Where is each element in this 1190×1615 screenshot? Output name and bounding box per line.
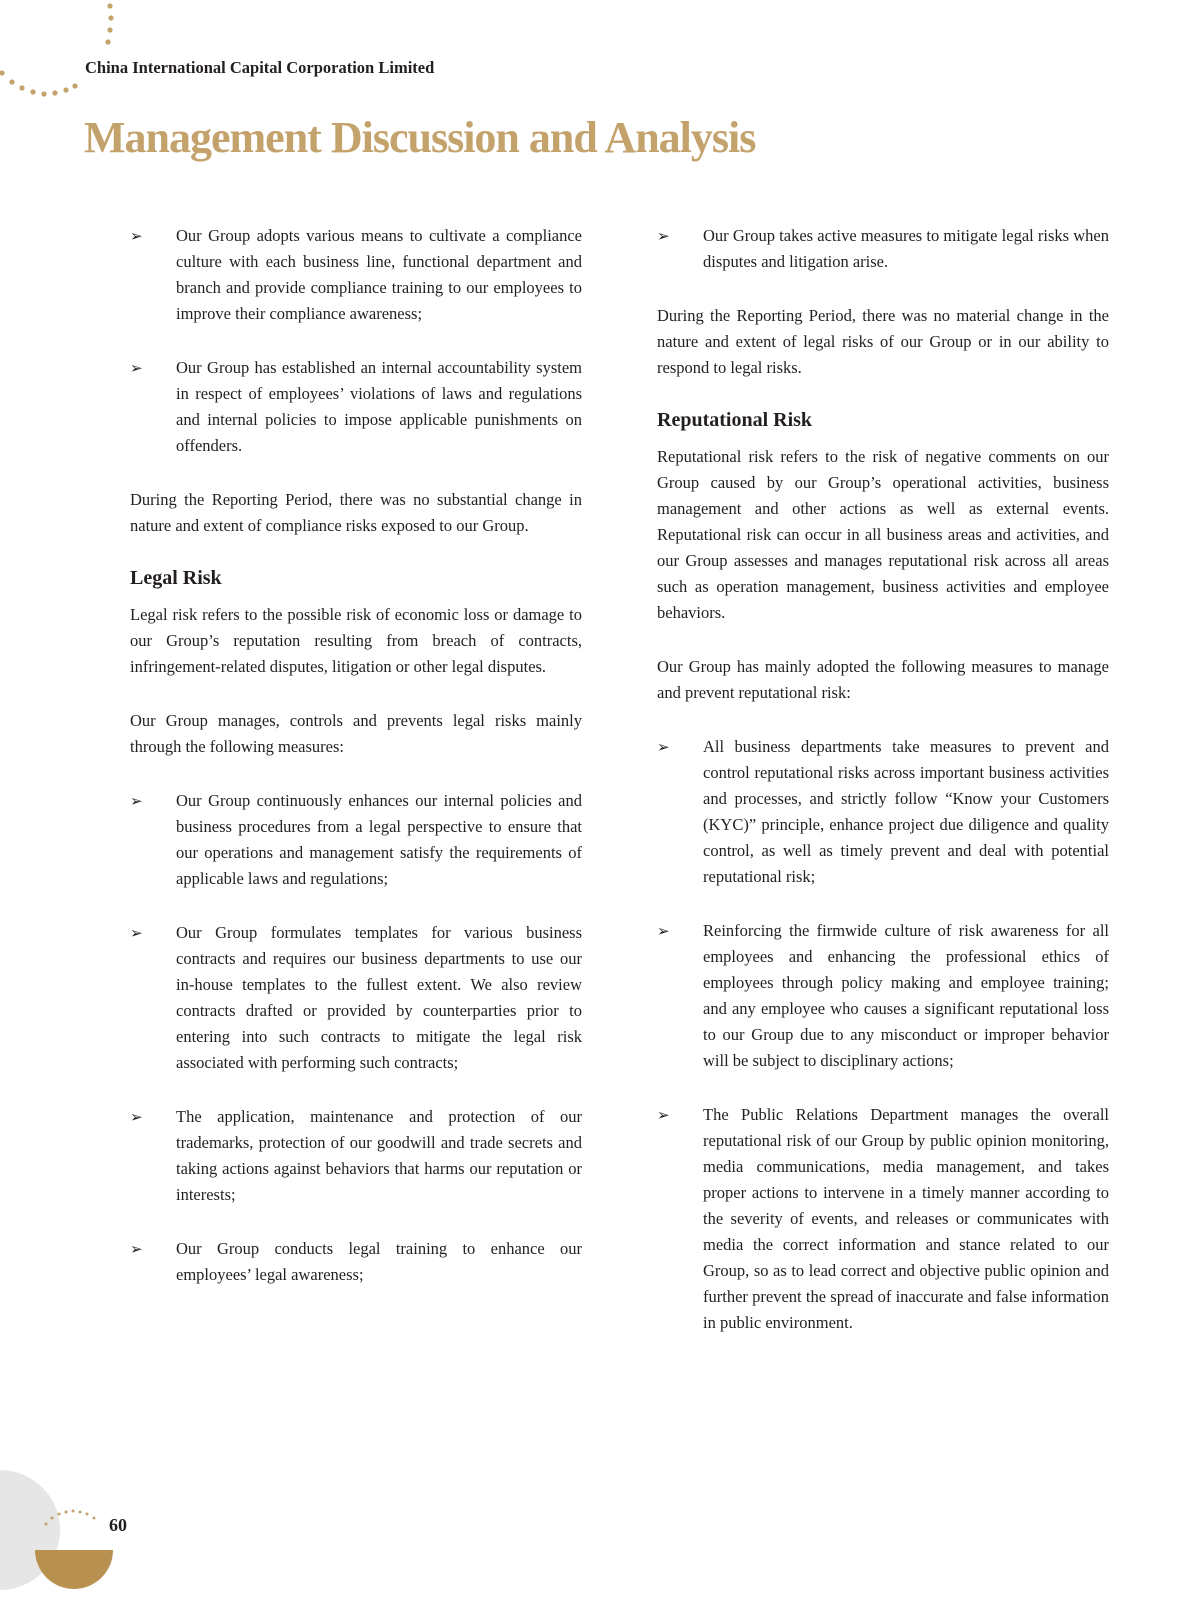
reputational-measures-list [657, 734, 1109, 1336]
legal-measures-list-continued [657, 223, 1109, 275]
arrowhead-bullet-icon: ➢ [130, 359, 143, 377]
arrowhead-bullet-icon: ➢ [657, 227, 670, 245]
list-item: ➢ Our Group continuously enhances our internal policies and business procedures from a legal perspective to ensure that our operations and management satisfy the requirements of applicable laws and regulations; [130, 788, 582, 892]
dotted-arc-decoration [0, 0, 130, 100]
page-title: Management Discussion and Analysis [84, 113, 756, 162]
reputational-risk-definition: Reputational risk refers to the risk of negative comments on our Group caused by our Group’s operational activities, business management and other actions as well as external events. Reputational risk can occur in all business areas and activities, and our Group assesses and manages reputational risk across all areas such as operation management, business activities and employee behaviors. [657, 447, 1109, 622]
list-item: ➢ Our Group formulates templates for various business contracts and requires our business departments to use our in-house templates to the fullest extent. We also review contracts drafted or provided by counterparties prior to entering into such contracts to mitigate the legal risk associated with performing such contracts; [130, 920, 582, 1076]
arrowhead-bullet-icon: ➢ [130, 1240, 143, 1258]
compliance-measures-list [130, 223, 582, 459]
list-item: ➢ The Public Relations Department manages the overall reputational risk of our Group by public opinion monitoring, media communications, media management, and takes proper actions to intervene in a timely manner according to the severity of events, and releases or communicates with media the correct information and stance related to our Group, so as to lead correct and objective public opinion and further prevent the spread of inaccurate and false information in public environment. [657, 1102, 1109, 1336]
legal-risk-definition: Legal risk refers to the possible risk of economic loss or damage to our Group’s reputation resulting from breach of contracts, infringement-related disputes, litigation or other legal disputes. [130, 605, 582, 676]
arrowhead-bullet-icon: ➢ [657, 738, 670, 756]
footer-decoration [0, 1470, 130, 1615]
list-item: ➢ Reinforcing the firmwide culture of risk awareness for all employees and enhancing the professional ethics of employees through policy making and employee training; and any employee who causes a significant reputational loss to our Group due to any misconduct or improper behavior will be subject to disciplinary actions; [657, 918, 1109, 1074]
compliance-summary-paragraph: During the Reporting Period, there was no substantial change in nature and extent of compliance risks exposed to our Group. [130, 490, 582, 535]
list-item: ➢ Our Group conducts legal training to enhance our employees’ legal awareness; [130, 1236, 582, 1288]
arrowhead-bullet-icon: ➢ [130, 1108, 143, 1126]
right-column [657, 223, 1109, 1364]
list-item: ➢ All business departments take measures to prevent and control reputational risks across important business activities and processes, and strictly follow “Know your Customers (KYC)” principle, enhance project due diligence and quality control, as well as timely prevent and deal with potential reputational risk; [657, 734, 1109, 890]
left-column [130, 223, 582, 1316]
arrowhead-bullet-icon: ➢ [130, 227, 143, 245]
reputational-risk-heading: Reputational Risk [657, 409, 813, 431]
list-item: ➢ The application, maintenance and protection of our trademarks, protection of our goodwill and trade secrets and taking actions against behaviors that harms our reputation or interests; [130, 1104, 582, 1208]
reputational-risk-intro: Our Group has mainly adopted the following measures to manage and prevent reputational risk: [657, 657, 1109, 702]
list-item: ➢ Our Group takes active measures to mitigate legal risks when disputes and litigation arise. [657, 223, 1109, 275]
legal-summary-paragraph: During the Reporting Period, there was no material change in the nature and extent of legal risks of our Group or in our ability to respond to legal risks. [657, 306, 1109, 377]
arrowhead-bullet-icon: ➢ [130, 924, 143, 942]
legal-risk-heading: Legal Risk [130, 567, 222, 589]
company-name: China International Capital Corporation Limited [85, 58, 435, 77]
arrowhead-bullet-icon: ➢ [130, 792, 143, 810]
legal-risk-intro: Our Group manages, controls and prevents legal risks mainly through the following measures: [130, 711, 582, 756]
list-item: ➢ Our Group adopts various means to cultivate a compliance culture with each business line, functional department and branch and provide compliance training to our employees to improve their compliance awareness; [130, 223, 582, 327]
page-number: 60 [109, 1515, 127, 1535]
arrowhead-bullet-icon: ➢ [657, 1106, 670, 1124]
list-item: ➢ Our Group has established an internal accountability system in respect of employees’ violations of laws and regulations and internal policies to impose applicable punishments on offenders. [130, 355, 582, 459]
legal-measures-list [130, 788, 582, 1288]
arrowhead-bullet-icon: ➢ [657, 922, 670, 940]
